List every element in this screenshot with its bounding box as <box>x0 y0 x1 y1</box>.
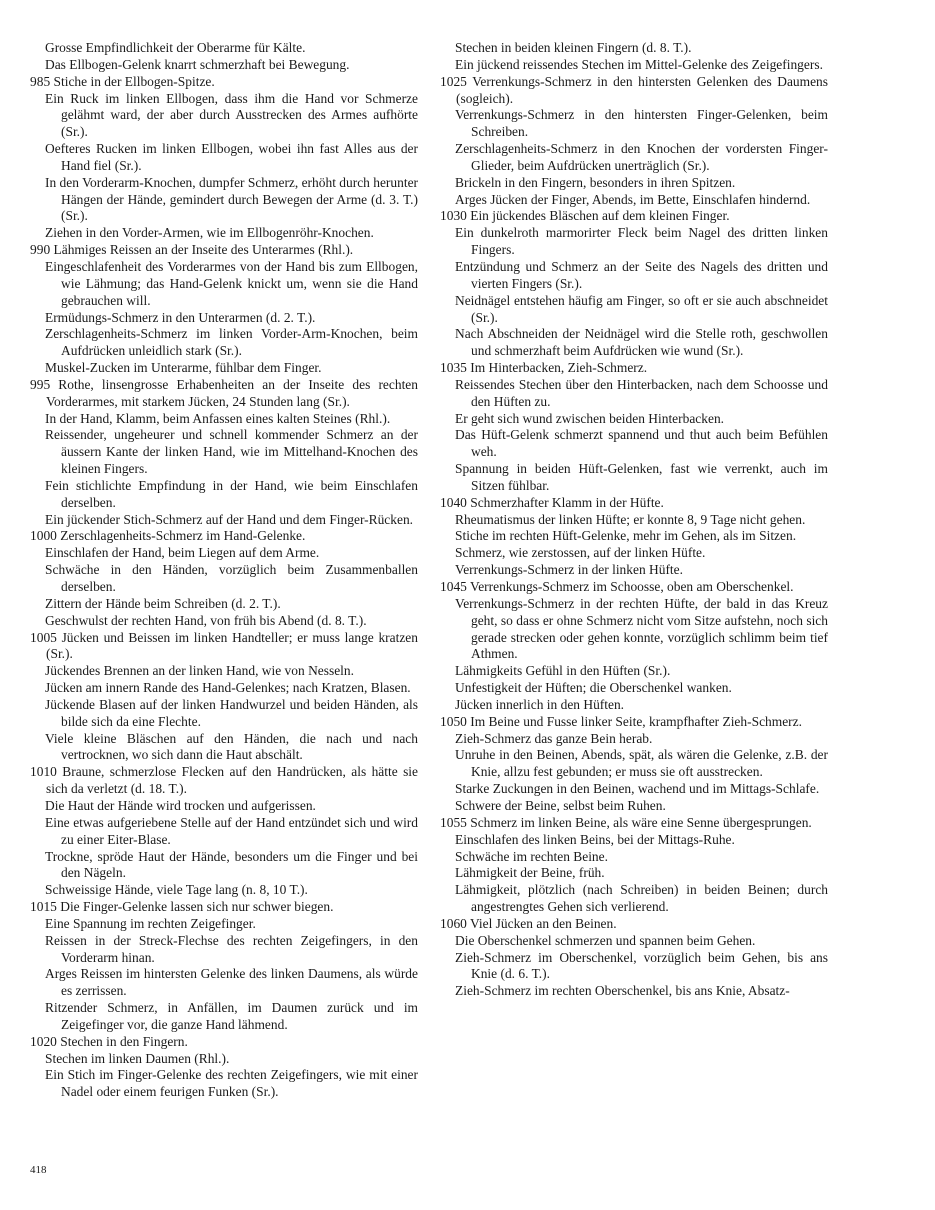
symptom-entry: Arges Reissen im hintersten Gelenke des linken Daumens, als würde es zerrissen. <box>45 966 418 999</box>
symptom-entry: Reissender, ungeheurer und schnell kommender Schmerz an der äussern Kante der linken Hand, wie im Mittelhand-Knochen des kleinen Fingers. <box>45 427 418 477</box>
symptom-entry: Jücken innerlich in den Hüften. <box>455 696 625 712</box>
numbered-entry: 1030 Ein jückendes Bläschen auf dem kleinen Finger. <box>440 208 730 224</box>
symptom-entry: Rheumatismus der linken Hüfte; er konnte 8, 9 Tage nicht gehen. <box>455 511 806 527</box>
symptom-entry: Ziehen in den Vorder-Armen, wie im Ellbogenröhr-Knochen. <box>45 225 374 241</box>
symptom-entry: Reissen in der Streck-Flechse des rechten Zeigefingers, in den Vorderarm hinan. <box>45 932 418 965</box>
numbered-entry: 985 Stiche in der Ellbogen-Spitze. <box>30 73 215 89</box>
symptom-entry: Schweissige Hände, viele Tage lang (n. 8, 10 T.). <box>45 882 308 898</box>
symptom-entry: Unruhe in den Beinen, Abends, spät, als wären die Gelenke, z.B. der Knie, allzu fest gebunden; er muss sie oft ausstrecken. <box>455 747 828 780</box>
numbered-entry: 1015 Die Finger-Gelenke lassen sich nur schwer biegen. <box>30 899 334 915</box>
symptom-entry: Eine etwas aufgeriebene Stelle auf der Hand entzündet sich und wird zu einer Eiter-Blase. <box>45 814 418 847</box>
symptom-entry: Das Ellbogen-Gelenk knarrt schmerzhaft bei Bewegung. <box>45 56 350 72</box>
symptom-entry: Entzündung und Schmerz an der Seite des Nagels des dritten und vierten Fingers (Sr.). <box>455 258 828 291</box>
symptom-entry: Muskel-Zucken im Unterarme, fühlbar dem Finger. <box>45 360 322 376</box>
symptom-entry: Jückende Blasen auf der linken Handwurzel und beiden Händen, als bilde sich da eine Flechte. <box>45 696 418 729</box>
symptom-entry: Zerschlagenheits-Schmerz im linken Vorder-Arm-Knochen, beim Aufdrücken unleidlich stark (Sr.). <box>45 326 418 359</box>
symptom-entry: Eingeschlafenheit des Vorderarmes von der Hand bis zum Ellbogen, wie Lähmung; das Hand-Gelenk knickt um, wenn sie die Hand gebrauchen will. <box>45 258 418 308</box>
symptom-entry: Ein Ruck im linken Ellbogen, dass ihm die Hand vor Schmerze gelähmt ward, der aber durch Ausstrecken des Armes aufhörte (Sr.). <box>45 90 418 140</box>
numbered-entry: 1020 Stechen in den Fingern. <box>30 1033 188 1049</box>
right-column <box>440 40 828 1000</box>
symptom-entry: Schwäche in den Händen, vorzüglich beim Zusammenballen derselben. <box>45 562 418 594</box>
symptom-entry: Ritzender Schmerz, in Anfällen, im Daumen zurück und im Zeigefinger vor, die ganze Hand lähmend. <box>45 1000 418 1032</box>
numbered-entry: 1045 Verrenkungs-Schmerz im Schoosse, oben am Oberschenkel. <box>440 579 794 594</box>
symptom-entry: Trockne, spröde Haut der Hände, besonders um die Finger und bei den Nägeln. <box>45 848 418 881</box>
numbered-entry: 1040 Schmerzhafter Klamm in der Hüfte. <box>440 494 664 510</box>
symptom-entry: Neidnägel entstehen häufig am Finger, so oft er sie auch abschneidet (Sr.). <box>455 292 828 325</box>
symptom-entry: Lähmigkeit, plötzlich (nach Schreiben) in beiden Beinen; durch angestrengtes Gehen sich verlierend. <box>455 882 828 915</box>
numbered-entry: 1010 Braune, schmerzlose Flecken auf den Handrücken, als hätte sie sich da verletzt (d. 18. T.). <box>30 764 418 797</box>
symptom-entry: Verrenkungs-Schmerz in den hintersten Finger-Gelenken, beim Schreiben. <box>455 107 828 140</box>
numbered-entry: 1025 Verrenkungs-Schmerz in den hintersten Gelenken des Daumens (sogleich). <box>440 73 828 106</box>
symptom-entry: Verrenkungs-Schmerz in der linken Hüfte. <box>455 562 683 578</box>
symptom-entry: In den Vorderarm-Knochen, dumpfer Schmerz, erhöht durch herunter Hängen der Hände, gemindert durch Bewegen der Arme (d. 3. T.) (Sr.). <box>45 174 419 224</box>
numbered-entry: 1035 Im Hinterbacken, Zieh-Schmerz. <box>440 360 648 376</box>
symptom-entry: Die Haut der Hände wird trocken und aufgerissen. <box>45 797 316 813</box>
symptom-entry: Ein jückender Stich-Schmerz auf der Hand und dem Finger-Rücken. <box>45 511 414 527</box>
symptom-entry: Lähmigkeit der Beine, früh. <box>455 865 605 881</box>
symptom-entry: Ein Stich im Finger-Gelenke des rechten Zeigefingers, wie mit einer Nadel oder einem feurigen Funken (Sr.). <box>45 1067 418 1100</box>
symptom-entry: Schwere der Beine, selbst beim Ruhen. <box>455 797 666 813</box>
symptom-entry: Spannung in beiden Hüft-Gelenken, fast wie verrenkt, auch im Sitzen fühlbar. <box>455 461 828 493</box>
symptom-entry: Das Hüft-Gelenk schmerzt spannend und thut auch beim Befühlen weh. <box>455 427 828 460</box>
symptom-entry: Zittern der Hände beim Schreiben (d. 2. T.). <box>45 595 281 611</box>
numbered-entry: 990 Lähmiges Reissen an der Inseite des Unterarmes (Rhl.). <box>30 242 354 258</box>
symptom-entry: Ein dunkelroth marmorirter Fleck beim Nagel des dritten linken Fingers. <box>455 225 828 258</box>
symptom-entry: Jücken am innern Rande des Hand-Gelenkes; nach Kratzen, Blasen. <box>45 680 411 696</box>
symptom-entry: Unfestigkeit der Hüften; die Oberschenkel wanken. <box>455 680 732 696</box>
symptom-entry: Oefteres Rucken im linken Ellbogen, wobei ihn fast Alles aus der Hand fiel (Sr.). <box>45 141 418 173</box>
symptom-entry: Einschlafen der Hand, beim Liegen auf dem Arme. <box>45 545 320 561</box>
symptom-entry: Viele kleine Bläschen auf den Händen, die nach und nach vertrocknen, wo sich dann die Haut abschält. <box>45 730 418 763</box>
symptom-entry: In der Hand, Klamm, beim Anfassen eines kalten Steines (Rhl.). <box>45 410 391 426</box>
symptom-entry: Die Oberschenkel schmerzen und spannen beim Gehen. <box>455 932 756 948</box>
symptom-entry: Zieh-Schmerz im rechten Oberschenkel, bis ans Knie, Absatz- <box>455 983 790 999</box>
symptom-entry: Stechen im linken Daumen (Rhl.). <box>45 1050 230 1066</box>
symptom-entry: Grosse Empfindlichkeit der Oberarme für Kälte. <box>45 40 306 55</box>
symptom-entry: Einschlafen des linken Beins, bei der Mittags-Ruhe. <box>455 831 735 847</box>
symptom-entry: Nach Abschneiden der Neidnägel wird die Stelle roth, geschwollen und schmerzhaft beim Aufdrücken wie wund (Sr.). <box>455 326 828 359</box>
symptom-entry: Lähmigkeits Gefühl in den Hüften (Sr.). <box>455 663 671 679</box>
symptom-entry: Ein jückend reissendes Stechen im Mittel-Gelenke des Zeigefingers. <box>455 56 823 72</box>
symptom-entry: Fein stichlichte Empfindung in der Hand, wie beim Einschlafen derselben. <box>45 477 418 510</box>
symptom-entry: Starke Zuckungen in den Beinen, wachend und im Mittags-Schlafe. <box>455 781 820 797</box>
symptom-entry: Arges Jücken der Finger, Abends, im Bette, Einschlafen hindernd. <box>455 191 811 207</box>
left-column <box>30 40 418 1101</box>
symptom-entry: Zerschlagenheits-Schmerz in den Knochen der vordersten Finger-Glieder, beim Aufdrücken unerträglich (Sr.). <box>455 141 828 173</box>
symptom-entry: Reissendes Stechen über den Hinterbacken, nach dem Schoosse und den Hüften zu. <box>455 376 828 409</box>
symptom-entry: Er geht sich wund zwischen beiden Hinterbacken. <box>455 410 725 426</box>
page-number: 418 <box>30 1164 47 1176</box>
symptom-entry: Ermüdungs-Schmerz in den Unterarmen (d. 2. T.). <box>45 309 316 325</box>
symptom-entry: Stechen in beiden kleinen Fingern (d. 8. T.). <box>455 40 692 55</box>
symptom-entry: Schmerz, wie zerstossen, auf der linken Hüfte. <box>455 545 706 561</box>
numbered-entry: 1055 Schmerz im linken Beine, als wäre eine Senne übergesprungen. <box>440 814 812 830</box>
symptom-entry: Geschwulst der rechten Hand, von früh bis Abend (d. 8. T.). <box>45 612 367 628</box>
numbered-entry: 995 Rothe, linsengrosse Erhabenheiten an der Inseite des rechten Vorderarmes, mit starkem Jücken, 24 Stunden lang (Sr.). <box>30 376 418 409</box>
symptom-entry: Jückendes Brennen an der linken Hand, wie von Nesseln. <box>45 663 354 679</box>
numbered-entry: 1060 Viel Jücken an den Beinen. <box>440 915 617 931</box>
symptom-entry: Stiche im rechten Hüft-Gelenke, mehr im Gehen, als im Sitzen. <box>455 528 797 544</box>
numbered-entry: 1000 Zerschlagenheits-Schmerz im Hand-Gelenke. <box>30 528 306 544</box>
symptom-entry: Eine Spannung im rechten Zeigefinger. <box>45 915 256 931</box>
numbered-entry: 1005 Jücken und Beissen im linken Handteller; er muss lange kratzen (Sr.). <box>30 629 418 662</box>
symptom-entry: Brickeln in den Fingern, besonders in ihren Spitzen. <box>455 174 736 190</box>
symptom-entry: Zieh-Schmerz im Oberschenkel, vorzüglich beim Gehen, bis ans Knie (d. 6. T.). <box>455 949 828 982</box>
symptom-entry: Schwäche im rechten Beine. <box>455 848 608 864</box>
symptom-entry: Zieh-Schmerz das ganze Bein herab. <box>455 730 653 746</box>
symptom-entry: Verrenkungs-Schmerz in der rechten Hüfte, der bald in das Kreuz geht, so dass er ohne Schmerz nicht vom Sitze aufstehn, noch sich gerade strecken oder gehen konnte, vorzüglich schlimm beim tief Athmen. <box>455 595 828 662</box>
numbered-entry: 1050 Im Beine und Fusse linker Seite, krampfhafter Zieh-Schmerz. <box>440 713 802 729</box>
